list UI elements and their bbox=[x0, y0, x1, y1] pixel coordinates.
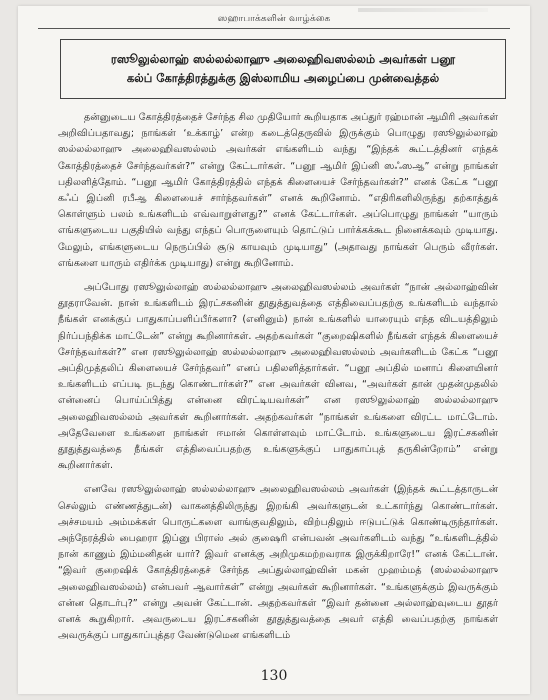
page-number: 130 bbox=[260, 668, 288, 684]
bleed-through-mark bbox=[358, 8, 488, 12]
paragraph-3: எனவே ரஸூலுல்லாஹ் ஸல்லல்லாஹு அலைஹிவஸல்லம் அவர்கள் (இந்தக் கூட்டத்தாருடன் செல்லும் எண்ணத்துடன்) வாகனத்திலிருந்து இறங்கி அவர்களுடன் உட்கார்ந்து கொண்டார்கள். அச்சமயம் அம்மக்கள் பொருட்களை வாங்குவதிலும், விற்பதிலும் ஈடுபட்டுக் கொண்டிருந்தார்கள். அந்நேரத்தில் பைஹரா இப்னு பிராஸ் அல் குஷைரி என்பவன் அவர்களிடம் வந்து “உங்களிடத்தில் நான் காணும் இம்மனிதன் யார்? இவர் எனக்கு அறிமுகமற்றவராக இருக்கிறாரே!” எனக் கேட்டான். “இவர் குறைஷிக் கோத்திரத்தைச் சேர்ந்த அப்துல்லாஹ்வின் மகன் முஹம்மத் (ஸல்லல்லாஹு அலைஹிவஸல்லம்) என்பவர் ஆவார்கள்” என்று அவர்கள் கூறினார்கள். “உங்களுக்கும் இவருக்கும் என்ன தொடர்பு?” என்று அவன் கேட்டான். அதற்கவர்கள் “இவர் தன்னை அல்லாஹ்வுடைய தூதர் எனக் கூறுகிறார். அவருடைய இரட்சகனின் தூதுத்துவத்தை அவர் எத்தி வைப்பதற்கு நாங்கள் அவருக்குப் பாதுகாப்புத்தர வேண்டுமென எங்களிடம் bbox=[58, 484, 498, 642]
paragraph-2: அப்போது ரஸூலுல்லாஹ் ஸல்லல்லாஹு அலைஹிவஸல்லம் அவர்கள் “நான் அல்லாஹ்வின் தூதராவேன். நான் உங்களிடம் இரட்சகனின் தூதுத்துவத்தை எத்திவைப்பதற்கு உங்களிடம் வந்தால் நீங்கள் எனக்குப் பாதுகாப்பளிப்பீர்களா? (எனினும்) நான் உங்களில் யாரையும் எந்த விடயத்திலும் நிர்ப்பந்திக்க மாட்டேன்” என்று கூறினார்கள். அதற்கவர்கள் “குறைஷிகளில் நீங்கள் எந்தக் கிளையைச் சேர்ந்தவர்கள்?” என ரஸூலுல்லாஹ் ஸல்லல்லாஹு அலைஹிவஸல்லம் அவர்களிடம் கேட்க “பனூ அப்திமுத்தலிப் கிளையைச் சேர்ந்தவர்” எனப் பதிலளித்தார்கள். “பனூ அப்தில் மனாப் கிளையினர் உங்களிடம் எப்படி நடந்து கொண்டார்கள்?” என அவர்கள் வினவ, “அவர்கள் தான் முதன்முதலில் என்னைப் பொய்ப்பித்து என்னை விரட்டியவர்கள்” என ரஸூலுல்லாஹ் ஸல்லல்லாஹு அலைஹிவஸல்லம் அவர்கள் கூறினார்கள். அதற்கவர்கள் “நாங்கள் உங்களை விரட்ட மாட்டோம். அதேவேளை உங்களை நாங்கள் ஈமான் கொள்ளவும் மாட்டோம். உங்களுடைய இரட்சகனின் தூதுத்துவத்தை நீங்கள் எத்திவைப்பதற்கு உங்களுக்குப் பாதுகாப்புத் தருகின்றோம்” என்று கூறினார்கள். bbox=[58, 282, 498, 472]
header-rule bbox=[38, 28, 510, 29]
chapter-title-line-2: கல்ப் கோத்திரத்துக்கு இஸ்லாமிய அழைப்பை முன்வைத்தல் bbox=[126, 70, 440, 85]
chapter-title-line-1: ரஸூலுல்லாஹ் ஸல்லல்லாஹு அலைஹிவஸல்லம் அவர்கள் பனூ bbox=[110, 51, 456, 66]
running-head: ஸஹாபாக்களின் வாழ்க்கை bbox=[217, 14, 331, 24]
body-text bbox=[58, 110, 498, 653]
chapter-title-box bbox=[60, 39, 506, 99]
paragraph-1: தன்னுடைய கோத்திரத்தைச் சேர்ந்த சில முதியோர் கூறியதாக அப்துர் ரஹ்மான் ஆமிரி அவர்கள் அறிவிப்பதாவது; நாங்கள் ‘உக்காழ்’ என்ற கடைத்தெருவில் இருக்கும் பொழுது ரஸூலுல்லாஹ் ஸல்லல்லாஹு அலைஹிவஸல்லம் அவர்கள் எங்களிடம் வந்து “இந்தக் கூட்டத்தினர் எந்தக் கோத்திரத்தைச் சேர்ந்தவர்கள்?” என்று கேட்டார்கள். “பனூ ஆமிர் இப்னி ஸஃஸஆ” என்று நாங்கள் பதிலளித்தோம். “பனூ ஆமிர் கோத்திரத்தில் எந்தக் கிளையைச் சேர்ந்தவர்கள்?” எனக் கேட்க “பனூ கஃப் இப்னி ரபீஆ கிளையைச் சார்ந்தவர்கள்” எனக் கூறினோம். “எதிரிகளிலிருந்து தற்காத்துக் கொள்ளும் பலம் உங்களிடம் எவ்வாறுள்ளது?” எனக் கேட்டார்கள். அப்பொழுது நாங்கள் “யாரும் எங்களுடைய பகுதியில் வந்து எந்தப் பொருளையும் தொட்டுப் பார்க்கக்கூட நினைக்கவும் முடியாது. மேலும், எங்களுடைய நெருப்பில் சூடு காயவும் முடியாது” (அதாவது நாங்கள் பெரும் வீரர்கள். எங்களை யாரும் எதிர்க்க முடியாது) என்று கூறினோம். bbox=[58, 112, 498, 269]
book-page bbox=[18, 6, 530, 694]
